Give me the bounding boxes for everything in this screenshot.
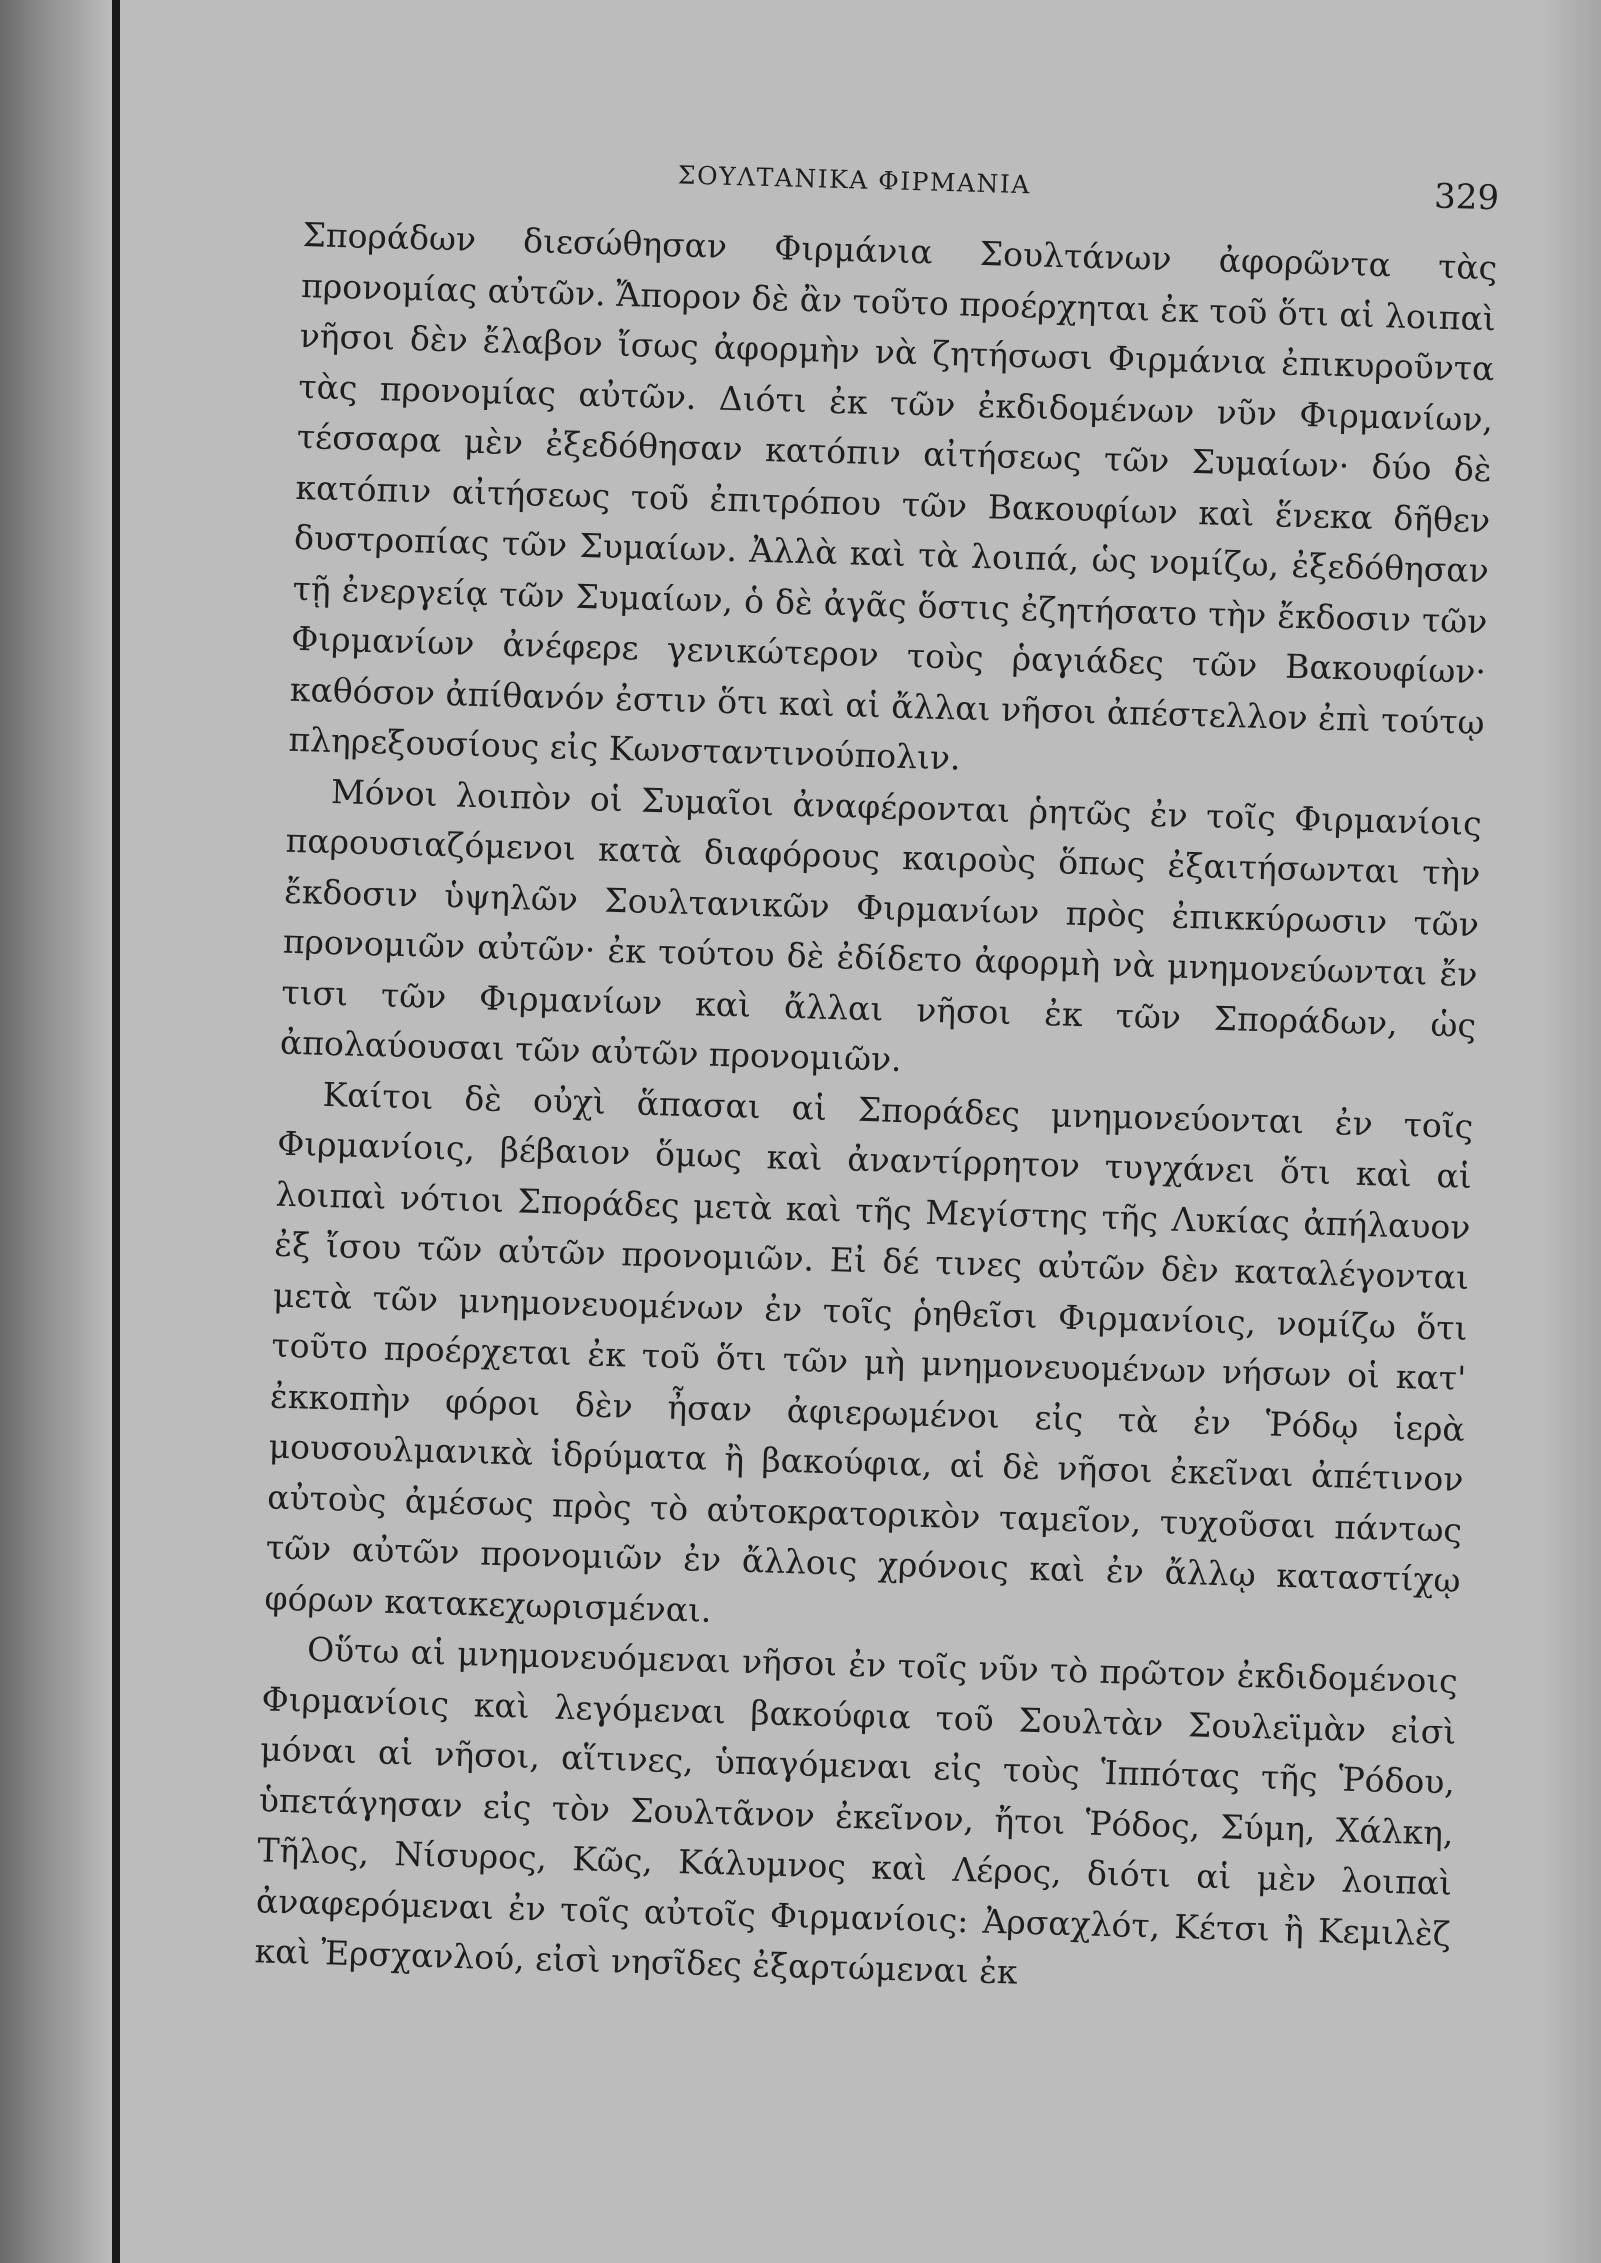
running-title: ΣΟΥΛΤΑΝΙΚΑ ΦΙΡΜΑΝΙΑ (677, 160, 1032, 200)
paragraph-2: Μόνοι λοιπὸν οἱ Συμαῖοι ἀναφέρονται ῥητῶς ἐν τοῖς Φιρμανίοις παρουσιαζόμενοι κατὰ διαφόρους καιροὺς ὅπως ἐξαιτήσωνται τὴν ἔκδοσιν ὑψηλῶν Σουλτανικῶν Φιρμανίων πρὸς ἐπικκύρωσιν τῶν προνομιῶν αὐτῶν· ἐκ τούτου δὲ ἐδίδετο ἀφορμὴ νὰ μνημονεύωνται ἔν τισι τῶν Φιρμανίων καὶ ἄλλαι νῆσοι ἐκ τῶν Σποράδων, ὡς ἀπολαύουσαι τῶν αὐτῶν προνομιῶν. (279, 771, 1483, 1080)
paragraph-4: Οὕτω αἱ μνημονευόμεναι νῆσοι ἐν τοῖς νῦν τὸ πρῶτον ἐκδιδομένοις Φιρμανίοις καὶ λεγόμεναι βακούφια τοῦ Σουλτὰν Σουλεϊμὰν εἰσὶ μόναι αἱ νῆσοι, αἵτινες, ὑπαγόμεναι εἰς τοὺς Ἱππότας τῆς Ῥόδου, ὑπετάγησαν εἰς τὸν Σουλτᾶνον ἐκεῖνον, ἤτοι Ῥόδος, Σύμη, Χάλκη, Τῆλος, Νίσυρος, Κῶς, Κάλυμνος καὶ Λέρος, διότι αἱ μὲν λοιπαὶ ἀναφερόμεναι ἐν τοῖς αὐτοῖς Φιρμανίοις: Ἀρσαχλότ, Κέτσι ἢ Κεμιλὲζ καὶ Ἐρσχανλού, εἰσὶ νησῖδες ἐξαρτώμεναι ἐκ (254, 1629, 1459, 1992)
paragraph-1: Σποράδων διεσώθησαν Φιρμάνια Σουλτάνων ἀφορῶντα τὰς προνομίας αὐτῶν. Ἄπορον δὲ ἂν τοῦτο προέρχηται ἐκ τοῦ ὅτι αἱ λοιπαὶ νῆσοι δὲν ἔλαβον ἴσως ἀφορμὴν νὰ ζητήσωσι Φιρμάνια ἐπικυροῦντα τὰς προνομίας αὐτῶν. Διότι ἐκ τῶν ἐκδιδομένων νῦν Φιρμανίων, τέσσαρα μὲν ἐξεδόθησαν κατόπιν αἰτήσεως τῶν Συμαίων· δύο δὲ κατόπιν αἰτήσεως τοῦ ἐπιτρόπου τῶν Βακουφίων καὶ ἕνεκα δῆθεν δυστροπίας τῶν Συμαίων. Ἀλλὰ καὶ τὰ λοιπά, ὡς νομίζω, ἐξεδόθησαν τῇ ἐνεργείᾳ τῶν Συμαίων, ὁ δὲ ἀγᾶς ὅστις ἐζητήσατο τὴν ἔκδοσιν τῶν Φιρμανίων ἀνέφερε γενικώτερον τοὺς ῥαγιάδες τῶν Βακουφίων· καθόσον ἀπίθανόν ἐστιν ὅτι καὶ αἱ ἄλλαι νῆσοι ἀπέστελλον ἐπὶ τούτῳ πληρεξουσίους εἰς Κωνσταντινούπολιν. (287, 214, 1498, 778)
gutter-line (112, 0, 120, 2263)
page-edge-shade (1541, 0, 1601, 2263)
text-block (254, 150, 1500, 2010)
page-number: 329 (1433, 176, 1500, 219)
binding-shadow (0, 0, 110, 2263)
paragraph-3: Καίτοι δὲ οὐχὶ ἅπασαι αἱ Σποράδες μνημονεύονται ἐν τοῖς Φιρμανίοις, βέβαιον ὅμως καὶ ἀναντίρρητον τυγχάνει ὅτι καὶ αἱ λοιπαὶ νότιοι Σποράδες μετὰ καὶ τῆς Μεγίστης τῆς Λυκίας ἀπήλαυον ἐξ ἴσου τῶν αὐτῶν προνομιῶν. Εἰ δέ τινες αὐτῶν δὲν καταλέγονται μετὰ τῶν μνημονευομένων ἐν τοῖς ῥηθεῖσι Φιρμανίοις, νομίζω ὅτι τοῦτο προέρχεται ἐκ τοῦ ὅτι τῶν μὴ μνημονευομένων νήσων οἱ κατ' ἐκκοπὴν φόροι δὲν ἦσαν ἀφιερωμένοι εἰς τὰ ἐν Ῥόδῳ ἱερὰ μουσουλμανικὰ ἱδρύματα ἢ βακούφια, αἱ δὲ νῆσοι ἐκεῖναι ἀπέτινον αὐτοὺς ἀμέσως πρὸς τὸ αὐτοκρατορικὸν ταμεῖον, τυχοῦσαι πάντως τῶν αὐτῶν προνομιῶν ἐν ἄλλοις χρόνοις καὶ ἐν ἄλλῳ καταστίχῳ φόρων κατακεχωρισμέναι. (264, 1074, 1474, 1630)
